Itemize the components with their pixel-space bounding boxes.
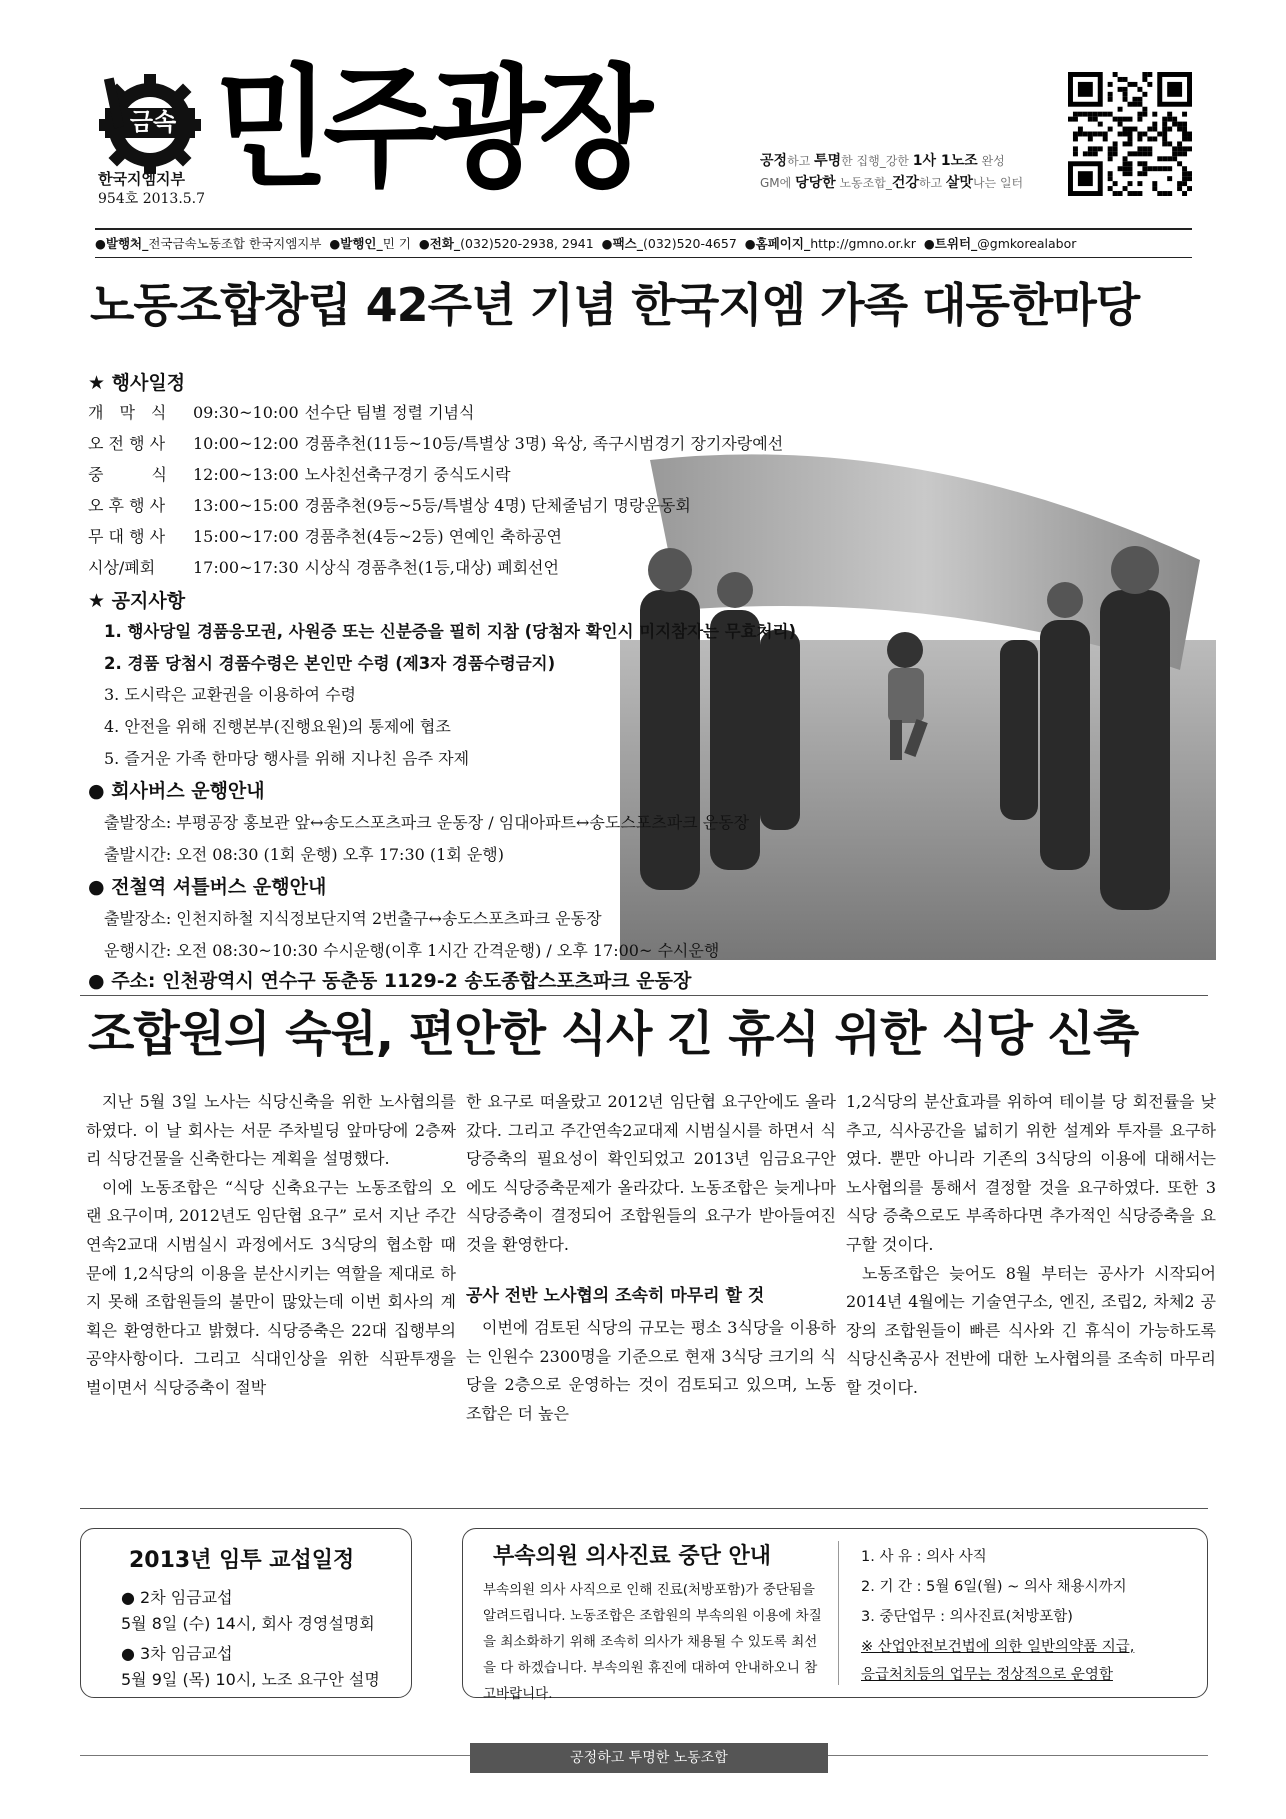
clinic-note-line-2: 응급처치등의 업무는 정상적으로 운영함 (861, 1667, 1113, 1683)
negotiation-item-2nd: ● 2차 임금교섭 (121, 1588, 233, 1607)
phone: (032)520-2938, 2941 (460, 236, 594, 251)
article-paragraph: 이에 노동조합은 “식당 신축요구는 노동조합의 오랜 요구이며, 2012년도 임단협 요구” 로서 지난 주간연속2교대 시범실시 과정에서도 3식당의 협소함 때문에 1,2식당의 이용을 분산시키는 역할을 제대로 하지 못해 조합원들의 불만이 많았는데 이번 회사의 계획은 환영한다고 밝혔다. 식당증축은 22대 집행부의 공약사항이다. 그리고 식대인상을 위한 식판투쟁을 벌이면서 식당증축이 절박 (86, 1177, 456, 1397)
schedule-label: 오 전 행 사 (88, 434, 166, 453)
schedule-row (88, 431, 783, 454)
shuttle-departure-place: 출발장소: 인천지하철 지식정보단지역 2번출구↔송도스포츠파크 운동장 (104, 909, 602, 928)
issuer-label: ●발행인_ (329, 236, 383, 251)
bus-departure-place: 출발장소: 부평공장 홍보관 앞↔송도스포츠파크 운동장 / 임대아파트↔송도스포츠파크 운동장 (104, 813, 750, 832)
slogan-line-2 (760, 172, 1023, 192)
issuer: 민 기 (382, 236, 411, 251)
bus-departure-time: 출발시간: 오전 08:30 (1회 운행) 오후 17:30 (1회 운행) (104, 845, 505, 864)
article-subheading: 공사 전반 노사협의 조속히 마무리 할 것 (466, 1285, 765, 1306)
article-column-1 (86, 1088, 456, 1403)
schedule-time: 09:30~10:00 (193, 403, 299, 422)
schedule-label: 개 막 식 (88, 403, 167, 422)
negotiation-item-2nd-detail: 5월 8일 (수) 14시, 회사 경영설명회 (121, 1614, 375, 1633)
article-paragraph: 1,2식당의 분산효과를 위하여 테이블 당 회전률을 낮추고, 식사공간을 넓히기 위한 설계와 투자를 요구하였다. 뿐만 아니라 기존의 3식당의 이용에 대해서는 노사협의를 통해서 결정할 것을 요구하였다. 또한 3식당 증축으로도 부족하다면 추가적인 식당증축을 요구할 것이다. (846, 1092, 1216, 1254)
slogan-segment: 당당한 (795, 175, 836, 191)
clinic-notice-body: 부속의원 의사 사직으로 인해 진료(처방포함)가 중단됨을 알려드립니다. 노동조합은 조합원의 부속의원 이용에 차질을 최소화하기 위해 조속히 의사가 채용될 수 있도록 최선을 다 하겠습니다. 부속의원 휴진에 대하여 안내하오니 참고바랍니다. (483, 1582, 822, 1702)
box-divider (838, 1541, 839, 1685)
slogan-segment: 1사 1노조 (912, 153, 978, 169)
clinic-suspended-service: 3. 중단업무 : 의사진료(처방포함) (861, 1609, 1073, 1625)
branch-name: 한국지엠지부 (98, 170, 185, 188)
twitter-label: ●트위터_ (923, 236, 978, 251)
slogan-segment: 하고 (918, 176, 946, 190)
schedule-time: 10:00~12:00 (193, 434, 299, 453)
logo-text: 금속 (129, 108, 177, 136)
clinic-notice-title: 부속의원 의사진료 중단 안내 (493, 1544, 772, 1569)
schedule-label: 오 후 행 사 (88, 496, 166, 515)
negotiation-schedule-title: 2013년 임투 교섭일정 (129, 1548, 355, 1573)
shuttle-heading: ● 전철역 셔틀버스 운행안내 (88, 876, 327, 898)
notice-item-4: 4. 안전을 위해 진행본부(진행요원)의 통제에 협조 (104, 717, 451, 736)
union-logo (95, 70, 205, 175)
issue-date: 954호 2013.5.7 (98, 191, 206, 207)
section-divider (80, 995, 1208, 996)
event-photo (620, 440, 1216, 960)
schedule-time: 13:00~15:00 (193, 496, 299, 515)
notice-item-3: 3. 도시락은 교환권을 이용하여 수령 (104, 685, 356, 704)
schedule-time: 15:00~17:00 (193, 527, 299, 546)
slogan-segment: 완성 (977, 154, 1005, 168)
notice-heading: ★ 공지사항 (88, 590, 186, 612)
venue-address: ● 주소: 인천광역시 연수구 동춘동 1129-2 송도종합스포츠파크 운동장 (88, 970, 692, 992)
clinic-note-line-1: ※ 산업안전보건법에 의한 일반의약품 지급, (861, 1639, 1135, 1655)
schedule-time: 12:00~13:00 (193, 465, 299, 484)
clinic-notice-box (462, 1528, 1208, 1702)
slogan-line-1 (760, 150, 1005, 170)
bus-heading: ● 회사버스 운행안내 (88, 780, 265, 802)
schedule-row (88, 493, 691, 516)
web-label: ●홈페이지_ (744, 236, 811, 251)
article-column-3 (846, 1088, 1216, 1403)
twitter-link[interactable]: @gmkorealabor (977, 236, 1077, 251)
slogan-segment: GM에 (760, 176, 796, 190)
schedule-desc: 노사친선축구경기 중식도시락 (304, 465, 511, 484)
notice-item-2: 2. 경품 당첨시 경품수령은 본인만 수령 (제3자 경품수령금지) (104, 654, 556, 673)
slogan-segment: 공정 (760, 153, 788, 169)
slogan-segment: 하고 (787, 154, 815, 168)
schedule-row (88, 462, 511, 485)
schedule-row (88, 400, 474, 423)
slogan-segment: 나는 일터 (972, 176, 1024, 190)
schedule-label: 무 대 행 사 (88, 527, 166, 546)
shuttle-operation-time: 운행시간: 오전 08:30~10:30 수시운행(이후 1시간 간격운행) / 오후 17:00~ 수시운행 (104, 941, 720, 960)
notice-item-5: 5. 즐거운 가족 한마당 행사를 위해 지나친 음주 자제 (104, 749, 470, 768)
fax: (032)520-4657 (642, 236, 737, 251)
schedule-row (88, 524, 562, 547)
negotiation-item-3rd: ● 3차 임금교섭 (121, 1644, 233, 1663)
schedule-heading: ★ 행사일정 (88, 372, 186, 394)
publisher-label: ●발행처_ (95, 236, 149, 251)
schedule-time: 17:00~17:30 (193, 558, 299, 577)
schedule-label: 시상/폐회 (88, 558, 156, 577)
schedule-desc: 경품추천(4등~2등) 연예인 축하공연 (304, 527, 562, 546)
schedule-label: 중 식 (88, 465, 167, 484)
footer-tagline: 공정하고 투명한 노동조합 (470, 1743, 828, 1773)
schedule-desc: 경품추천(11등~10등/특별상 3명) 육상, 족구시범경기 장기자랑예선 (304, 434, 784, 453)
qr-code-icon[interactable] (1068, 72, 1192, 196)
website-link[interactable]: http://gmno.or.kr (810, 236, 916, 251)
negotiation-schedule-box (80, 1528, 412, 1698)
schedule-desc: 시상식 경품추천(1등,대상) 폐회선언 (304, 558, 559, 577)
negotiation-item-3rd-detail: 5월 9일 (목) 10시, 노조 요구안 설명 (121, 1670, 380, 1689)
newsletter-title: 민주광장 (215, 50, 647, 206)
article-paragraph: 노동조합은 늦어도 8월 부터는 공사가 시작되어 2014년 4월에는 기술연구소, 엔진, 조립2, 차체2 공장의 조합원들이 빠른 식사와 긴 휴식이 가능하도록 식당신축공사 전반에 대한 노사협의를 조속히 마무리할 것이다. (846, 1263, 1216, 1397)
clinic-period: 2. 기 간 : 5월 6일(월) ~ 의사 채용시까지 (861, 1579, 1127, 1595)
article-paragraph: 한 요구로 떠올랐고 2012년 임단협 요구안에도 올라갔다. 그리고 주간연속2교대제 시범실시를 하면서 식당증축의 필요성이 확인되었고 2013년 임금요구안에도 식당증축문제가 올라갔다. 노동조합은 늦게나마 식당증축이 결정되어 조합원들의 요구가 받아들여진 것을 환영한다. (466, 1092, 836, 1254)
phone-label: ●전화_ (418, 236, 461, 251)
publication-info-bar (95, 228, 1192, 258)
article-paragraph: 이번에 검토된 식당의 규모는 평소 3식당을 이용하는 인원수 2300명을 기준으로 현재 3식당 크기의 식당을 2층으로 운영하는 것이 검토되고 있으며, 노동조합은 더 높은 (466, 1318, 836, 1423)
fax-label: ●팩스_ (601, 236, 643, 251)
slogan-segment: 노동조합_ (835, 176, 892, 190)
article-paragraph: 지난 5월 3일 노사는 식당신축을 위한 노사협의를 하였다. 이 날 회사는 서문 주차빌딩 앞마당에 2층짜리 식당건물을 신축한다는 계획을 설명했다. (86, 1092, 456, 1169)
section-divider (80, 1508, 1208, 1509)
notice-item-1: 1. 행사당일 경품응모권, 사원증 또는 신분증을 필히 지참 (당첨자 확인시 미지참자는 무효처리) (104, 622, 797, 641)
schedule-row (88, 555, 559, 578)
schedule-desc: 선수단 팀별 정렬 기념식 (304, 403, 475, 422)
slogan-segment: 투명 (814, 153, 842, 169)
event-headline: 노동조합창립 42주년 기념 한국지엠 가족 대동한마당 (90, 278, 1140, 332)
publisher: 전국금속노동조합 한국지엠지부 (148, 236, 322, 251)
slogan-segment: 건강 (891, 175, 919, 191)
schedule-desc: 경품추천(9등~5등/특별상 4명) 단체줄넘기 명랑운동회 (304, 496, 691, 515)
article-headline: 조합원의 숙원, 편안한 식사 긴 휴식 위한 식당 신축 (88, 1006, 1139, 1062)
slogan-segment: 살맛 (945, 175, 973, 191)
slogan-segment: 한 집행_강한 (841, 154, 913, 168)
article-column-2 (466, 1088, 836, 1429)
clinic-reason: 1. 사 유 : 의사 사직 (861, 1549, 987, 1565)
